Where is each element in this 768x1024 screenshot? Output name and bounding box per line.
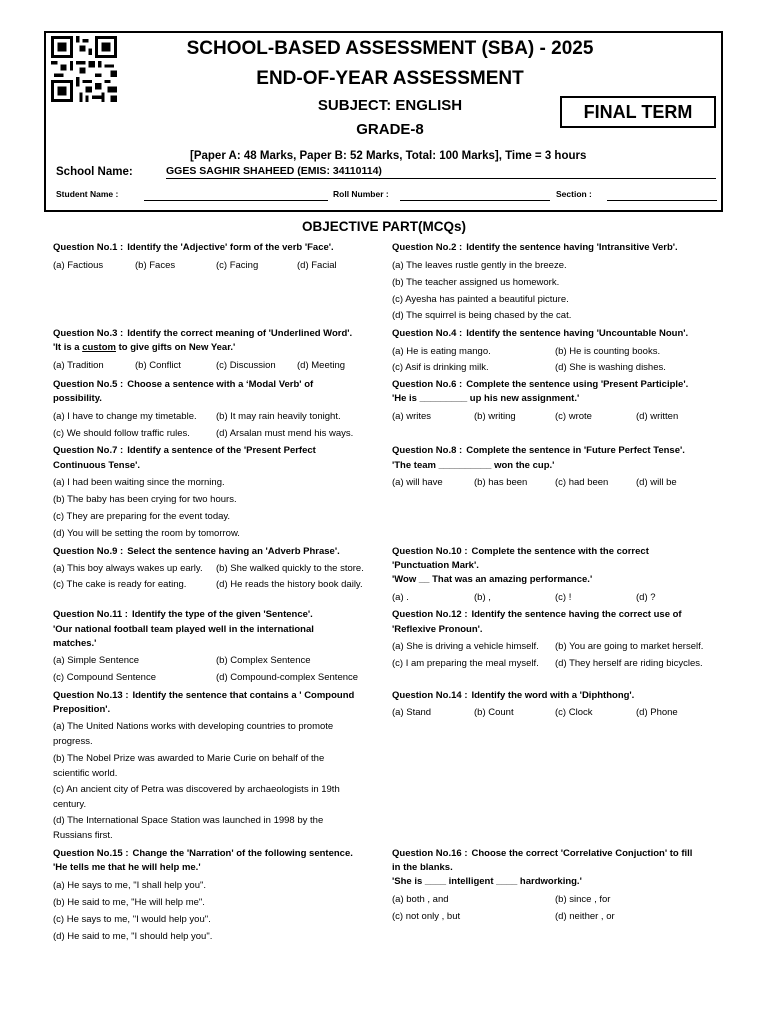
option[interactable]: (a) The United Nations works with developing countries to promote [53,721,334,732]
option[interactable]: (c) Discussion [216,360,276,371]
question-15: Question No.15 : Change the 'Narration' of the following sentence. [53,848,353,859]
option[interactable]: (c) Clock [555,707,593,718]
question-10: Question No.10 : Complete the sentence with the correct [392,546,649,557]
option[interactable]: (d) He reads the history book daily. [216,579,363,590]
question-14: Question No.14 : Identify the word with a 'Diphthong'. [392,690,635,701]
question-8: Question No.8 : Complete the sentence in 'Future Perfect Tense'. [392,445,685,456]
underlined-word: custom [82,342,116,353]
option[interactable]: (c) We should follow traffic rules. [53,428,190,439]
option[interactable]: (d) He said to me, "I should help you". [53,931,213,942]
option[interactable]: (a) . [392,592,409,603]
option[interactable]: (b) Conflict [135,360,181,371]
option[interactable]: (b) , [474,592,491,603]
option[interactable]: (c) ! [555,592,572,603]
option[interactable]: (d) You will be setting the room by tomorrow. [53,528,240,539]
option[interactable]: (d) They herself are riding bicycles. [555,658,703,669]
option[interactable]: (a) This boy always wakes up early. [53,563,203,574]
option-cont[interactable]: century. [53,799,87,810]
term-title: END-OF-YEAR ASSESSMENT [256,68,524,89]
qr-code [50,36,118,102]
option[interactable]: (c) They are preparing for the event today. [53,511,231,522]
option[interactable]: (a) I have to change my timetable. [53,411,197,422]
roll-number-field[interactable] [400,200,550,201]
question-15-sentence: 'He tells me that he will help me.' [53,862,201,873]
option[interactable]: (b) He said to me, "He will help me". [53,897,205,908]
question-5-cont: possibility. [53,393,102,404]
option[interactable]: (d) will be [636,477,677,488]
question-9: Question No.9 : Select the sentence having an 'Adverb Phrase'. [53,546,340,557]
grade-label: GRADE-8 [356,121,424,138]
option-cont[interactable]: Russians first. [53,830,113,841]
option[interactable]: (d) Facial [297,260,337,271]
option[interactable]: (d) Arsalan must mend his ways. [216,428,354,439]
question-10-cont: 'Punctuation Mark'. [392,560,479,571]
option[interactable]: (b) She walked quickly to the store. [216,563,364,574]
question-2: Question No.2 : Identify the sentence having 'Intransitive Verb'. [392,242,678,253]
option[interactable]: (b) Count [474,707,514,718]
school-name-label: School Name: [56,166,133,178]
question-11: Question No.11 : Identify the type of the given 'Sentence'. [53,609,313,620]
question-12: Question No.12 : Identify the sentence having the correct use of [392,609,682,620]
question-11-sentence: 'Our national football team played well in the international [53,624,314,635]
student-name-label: Student Name : [56,189,119,199]
option[interactable]: (d) ? [636,592,656,603]
assessment-title: SCHOOL-BASED ASSESSMENT (SBA) - 2025 [186,38,594,59]
option[interactable]: (a) He is eating mango. [392,346,491,357]
option[interactable]: (b) Complex Sentence [216,655,311,666]
option[interactable]: (c) Ayesha has painted a beautiful picture. [392,294,569,305]
option[interactable]: (d) Compound-complex Sentence [216,672,359,683]
option[interactable]: (b) It may rain heavily tonight. [216,411,341,422]
question-7: Question No.7 : Identify a sentence of the 'Present Perfect [53,445,316,456]
question-13: Question No.13 : Identify the sentence that contains a ' Compound [53,690,355,701]
option-cont[interactable]: progress. [53,736,93,747]
option[interactable]: (a) Factious [53,260,104,271]
option[interactable]: (a) will have [392,477,443,488]
option[interactable]: (b) has been [474,477,528,488]
question-3-sentence: 'It is a custom to give gifts on New Year.' [53,342,236,353]
question-12-cont: 'Reflexive Pronoun'. [392,624,483,635]
question-8-sentence: 'The team __________ won the cup.' [392,460,555,471]
option[interactable]: (c) Compound Sentence [53,672,156,683]
final-term-box: FINAL TERM [560,96,716,128]
option[interactable]: (c) had been [555,477,609,488]
section-label: Section : [556,189,592,199]
option[interactable]: (d) written [636,411,679,422]
option[interactable]: (b) The Nobel Prize was awarded to Marie Curie on behalf of the [53,753,325,764]
question-3: Question No.3 : Identify the correct meaning of 'Underlined Word'. [53,328,353,339]
option[interactable]: (b) The baby has been crying for two hours. [53,494,237,505]
question-16-sentence: 'She is ____ intelligent ____ hardworking.' [392,876,582,887]
option[interactable]: (d) Phone [636,707,678,718]
option[interactable]: (a) Simple Sentence [53,655,140,666]
option[interactable]: (d) neither , or [555,911,615,922]
question-16: Question No.16 : Choose the correct 'Correlative Conjuction' to fill [392,848,693,859]
section-field[interactable] [607,200,717,201]
option[interactable]: (a) Stand [392,707,432,718]
question-6-sentence: 'He is _________ up his new assignment.' [392,393,580,404]
question-13-cont: Preposition'. [53,704,111,715]
option[interactable]: (b) He is counting books. [555,346,661,357]
option-cont[interactable]: scientific world. [53,768,118,779]
option[interactable]: (c) I am preparing the meal myself. [392,658,539,669]
option[interactable]: (b) Faces [135,260,176,271]
option[interactable]: (c) An ancient city of Petra was discovered by archaeologists in 19th [53,784,340,795]
option[interactable]: (a) The leaves rustle gently in the breeze. [392,260,567,271]
option[interactable]: (a) writes [392,411,432,422]
option[interactable]: (a) both , and [392,894,449,905]
subject-label: SUBJECT: ENGLISH [317,97,463,114]
option[interactable]: (d) The squirrel is being chased by the cat. [392,310,572,321]
option[interactable]: (b) You are going to market herself. [555,641,704,652]
roll-number-label: Roll Number : [333,189,389,199]
option[interactable]: (a) He says to me, "I shall help you". [53,880,207,891]
option[interactable]: (a) Tradition [53,360,104,371]
question-7-cont: Continuous Tense'. [53,460,141,471]
option[interactable]: (c) The cake is ready for eating. [53,579,187,590]
option[interactable]: (a) I had been waiting since the morning. [53,477,225,488]
option[interactable]: (c) Facing [216,260,259,271]
question-1: Question No.1 : Identify the 'Adjective' form of the verb 'Face'. [53,242,334,253]
option[interactable]: (c) He says to me, "I would help you". [53,914,211,925]
option[interactable]: (d) The International Space Station was launched in 1998 by the [53,815,324,826]
question-5: Question No.5 : Choose a sentence with a ‘Modal Verb' of [53,379,314,390]
option[interactable]: (c) not only , but [392,911,461,922]
question-16-cont: in the blanks. [392,862,453,873]
option[interactable]: (b) writing [474,411,516,422]
question-4: Question No.4 : Identify the sentence having 'Uncountable Noun'. [392,328,689,339]
option[interactable]: (d) Meeting [297,360,346,371]
student-name-field[interactable] [144,200,328,201]
option[interactable]: (a) She is driving a vehicle himself. [392,641,539,652]
option[interactable]: (c) wrote [555,411,592,422]
option[interactable]: (d) She is washing dishes. [555,362,666,373]
option[interactable]: (b) The teacher assigned us homework. [392,277,560,288]
question-6: Question No.6 : Complete the sentence using 'Present Participle'. [392,379,689,390]
option[interactable]: (b) since , for [555,894,611,905]
section-title: OBJECTIVE PART(MCQs) [301,219,466,234]
question-10-sentence: 'Wow __ That was an amazing performance.' [392,574,593,585]
marks-info: [Paper A: 48 Marks, Paper B: 52 Marks, Total: 100 Marks], Time = 3 hours [190,150,587,162]
option[interactable]: (c) Asif is drinking milk. [392,362,489,373]
question-11-sentence-cont: matches.' [53,638,97,649]
school-name-value: GGES SAGHIR SHAHEED (EMIS: 34110114) [166,165,716,179]
